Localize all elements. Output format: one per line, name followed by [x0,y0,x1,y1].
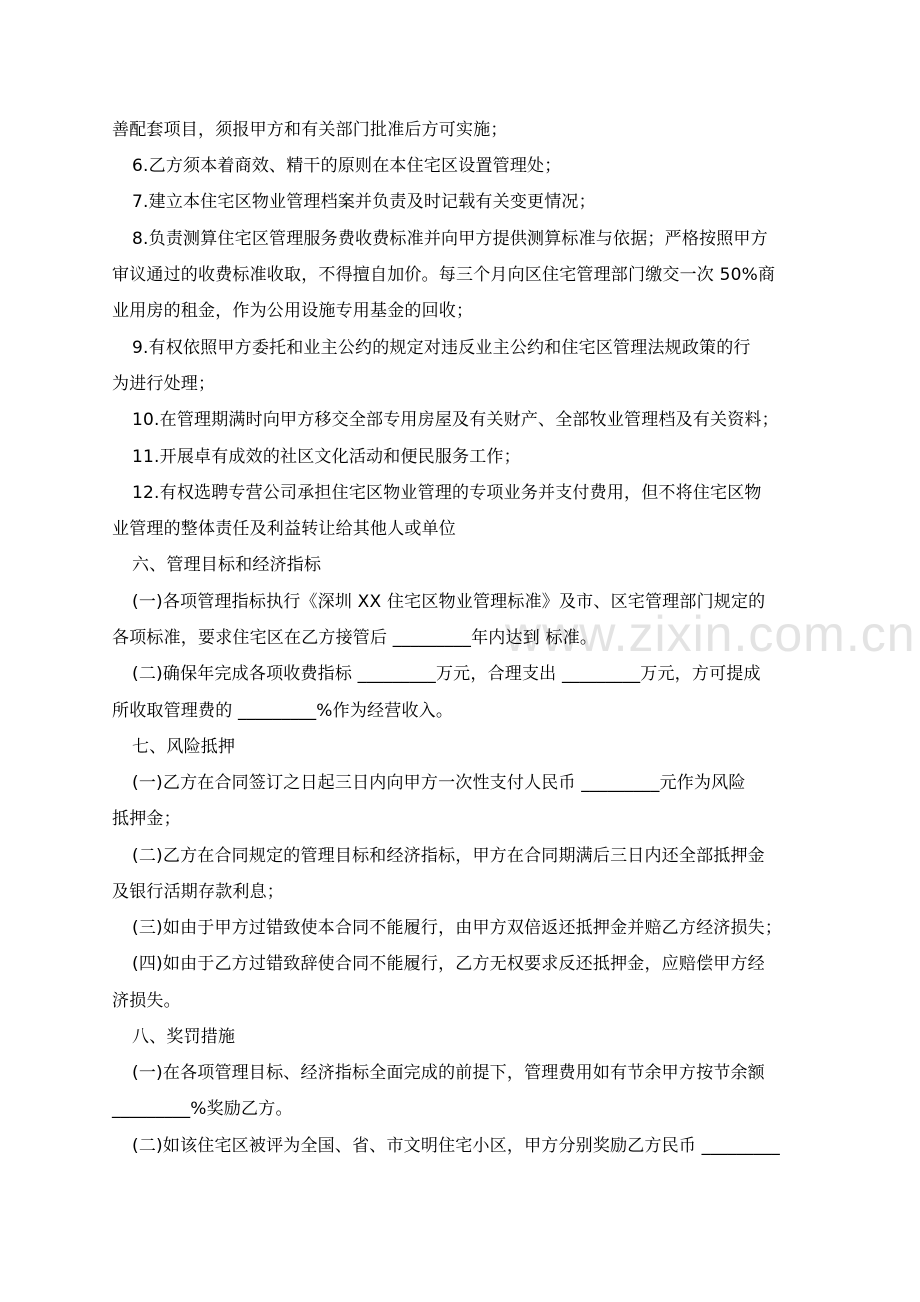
text-line-9: 10.在管理期满时向甲方移交全部专用房屋及有关财产、全部牧业管理档及有关资料； [132,410,779,430]
text-line-14: (一)各项管理指标执行《深圳 XX 住宅区物业管理标准》及市、区宅管理部门规定的 [132,592,766,612]
text-line-10: 11.开展卓有成效的社区文化活动和便民服务工作； [132,447,521,467]
text-line-1: 善配套项目，须报甲方和有关部门批准后方可实施； [112,120,508,140]
section-heading-6: 六、管理目标和经济指标 [132,555,322,575]
text-line-7: 9.有权依照甲方委托和业主公约的规定对违反业主公约和住宅区管理法规政策的行 [132,338,751,358]
text-line-23: (三)如由于甲方过错致使本合同不能履行，由甲方双倍返还抵押金并赔乙方经济损失； [132,918,783,938]
text-line-29: (二)如该住宅区被评为全国、省、市文明住宅小区，甲方分别奖励乙方民币 _________ [132,1136,780,1156]
text-line-24: (四)如由于乙方过错致辞使合同不能履行，乙方无权要求反还抵押金，应赔偿甲方经 [132,954,765,974]
text-line-21: (二)乙方在合同规定的管理目标和经济指标，甲方在合同期满后三日内还全部抵押金 [132,846,765,866]
text-line-2: 6.乙方须本着商效、精干的原则在本住宅区设置管理处； [132,156,562,176]
text-line-4: 8.负责测算住宅区管理服务费收费标准并向甲方提供测算标准与依据；严格按照甲方 [132,229,768,249]
section-heading-8: 八、奖罚措施 [132,1027,236,1047]
text-line-27: (一)在各项管理目标、经济指标全面完成的前提下，管理费用如有节余甲方按节余额 [132,1063,765,1083]
text-line-11: 12.有权选聘专营公司承担住宅区物业管理的专项业务并支付费用，但不将住宅区物 [132,483,762,503]
text-line-3: 7.建立本住宅区物业管理档案并负责及时记载有关变更情况； [132,192,596,212]
text-line-8: 为进行处理； [112,374,216,394]
text-line-5: 审议通过的收费标准收取，不得擅自加价。每三个月向区住宅管理部门缴交一次 50%商 [112,265,776,285]
text-line-19: (一)乙方在合同签订之日起三日内向甲方一次性支付人民币 _________元作为风险 [132,773,746,793]
text-line-22: 及银行活期存款利息； [112,882,284,902]
text-line-25: 济损失。 [112,991,181,1011]
text-line-6: 业用房的租金，作为公用设施专用基金的回收； [112,301,474,321]
text-line-16: (二)确保年完成各项收费指标 _________万元，合理支出 _________万元，方可提成 [132,664,761,684]
text-line-12: 业管理的整体责任及利益转让给其他人或单位 [112,519,456,539]
section-heading-7: 七、风险抵押 [132,737,236,757]
text-line-20: 抵押金； [112,809,181,829]
text-line-28: _________%奖励乙方。 [112,1099,293,1119]
text-line-15: 各项标准，要求住宅区在乙方接管后 _________年内达到 标准。 [112,628,598,648]
text-line-17: 所收取管理费的 _________%作为经营收入。 [112,701,454,721]
watermark: www.zixin.com.cn [505,606,916,662]
